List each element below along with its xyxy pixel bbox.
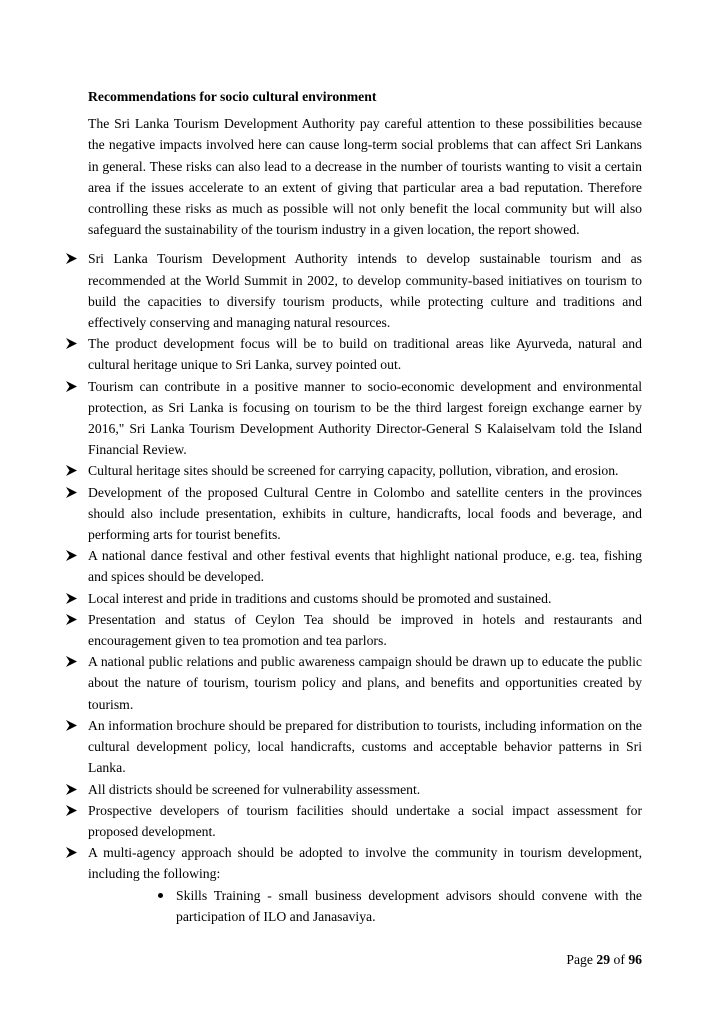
list-item-text: Prospective developers of tourism facilities should undertake a social impact assessment for proposed development.: [88, 802, 642, 839]
list-item-text: A national public relations and public awareness campaign should be drawn up to educate the public about the nature of tourism, tourism policy and plans, and benefits and opportunities created by tourism.: [88, 654, 642, 712]
list-item: [66, 842, 642, 927]
arrowhead-bullet-icon: [66, 338, 77, 349]
page-word: Page: [566, 952, 593, 967]
list-item-text: Local interest and pride in traditions and customs should be promoted and sustained.: [88, 590, 552, 606]
intro-paragraph: The Sri Lanka Tourism Development Authority pay careful attention to these possibilities because the negative impacts involved here can cause long-term social problems that can affect Sri Lankans in general. These risks can also lead to a decrease in the number of tourists wanting to visit a certain area if the issues accelerate to an extent of giving that particular area a bad reputation. Therefore controlling these risks as much as possible will not only benefit the local community but will also safeguard the sustainability of the tourism industry in a given location, the report showed.: [88, 116, 642, 238]
round-dot-bullet-icon: [158, 893, 163, 898]
arrowhead-bullet-icon: [66, 805, 77, 816]
list-item: [66, 800, 642, 842]
list-item: [66, 609, 642, 651]
arrowhead-bullet-icon: [66, 847, 77, 858]
arrowhead-bullet-icon: [66, 656, 77, 667]
of-word: of: [613, 952, 625, 967]
arrowhead-bullet-icon: [66, 253, 77, 264]
list-item-text: All districts should be screened for vulnerability assessment.: [88, 781, 421, 797]
recommendation-list: [66, 248, 642, 927]
arrowhead-bullet-icon: [66, 381, 77, 392]
page-number: 29: [596, 952, 611, 967]
list-item-text: Tourism can contribute in a positive manner to socio-economic development and environmental protection, as Sri Lanka is focusing on tourism to be the third largest foreign exchange earner by 2016," Sri Lanka Tourism Development Authority Director-General S Kalaiselvam told the Island Financial Review.: [88, 378, 642, 458]
list-item: [66, 460, 642, 481]
arrowhead-bullet-icon: [66, 487, 77, 498]
list-item: [66, 376, 642, 461]
sub-list-item: [88, 885, 642, 927]
page-content: [66, 86, 642, 927]
list-item: [66, 779, 642, 800]
section-heading: Recommendations for socio cultural environment: [88, 89, 377, 104]
arrowhead-bullet-icon: [66, 550, 77, 561]
list-item-text: An information brochure should be prepared for distribution to tourists, including information on the cultural development policy, local handicrafts, customs and acceptable behavior patterns in Sri Lanka.: [88, 717, 642, 776]
list-item: [66, 248, 642, 333]
sub-list-item-text: Skills Training - small business development advisors should convene with the participation of ILO and Janasaviya.: [176, 887, 642, 924]
list-item-text: A multi-agency approach should be adopted to involve the community in tourism development, including the following:: [88, 845, 642, 882]
arrowhead-bullet-icon: [66, 465, 77, 476]
list-item-text: Development of the proposed Cultural Centre in Colombo and satellite centers in the provinces should also include presentation, exhibits in culture, handicrafts, local foods and beverage, and performing arts for tourist benefits.: [88, 484, 642, 543]
list-item-text: The product development focus will be to build on traditional areas like Ayurveda, natural and cultural heritage unique to Sri Lanka, survey pointed out.: [88, 336, 642, 373]
list-item-text: A national dance festival and other festival events that highlight national produce, e.g. tea, fishing and spices should be developed.: [88, 548, 642, 585]
list-item: [66, 482, 642, 546]
list-item: [66, 651, 642, 715]
sub-list: [88, 885, 642, 927]
arrowhead-bullet-icon: [66, 614, 77, 625]
list-item-text: Sri Lanka Tourism Development Authority intends to develop sustainable tourism and as recommended at the World Summit in 2002, to develop community-based initiatives on tourism to build the capacities to diversify tourism products, while protecting culture and traditions and effectively conserving and managing natural resources.: [88, 251, 642, 331]
arrowhead-bullet-icon: [66, 784, 77, 795]
total-pages: 96: [628, 952, 642, 967]
arrowhead-bullet-icon: [66, 593, 77, 604]
list-item: [66, 715, 642, 779]
arrowhead-bullet-icon: [66, 720, 77, 731]
list-item: [66, 545, 642, 587]
list-item: [66, 588, 642, 609]
list-item: [66, 333, 642, 375]
list-item-text: Cultural heritage sites should be screened for carrying capacity, pollution, vibration, and erosion.: [88, 463, 619, 479]
list-item-text: Presentation and status of Ceylon Tea should be improved in hotels and restaurants and encouragement given to tea promotion and tea parlors.: [88, 611, 642, 649]
page-footer: [566, 952, 642, 968]
